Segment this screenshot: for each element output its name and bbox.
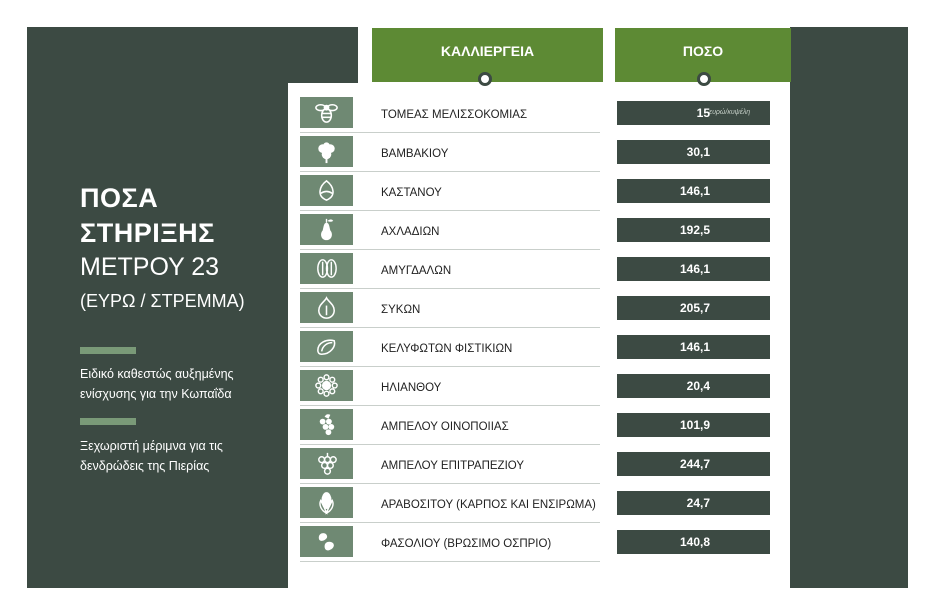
sunflower-icon bbox=[313, 372, 340, 399]
wine-grape-icon-box bbox=[300, 409, 353, 440]
crop-label: ΑΧΛΑΔΙΩΝ bbox=[381, 226, 440, 238]
table-row bbox=[0, 370, 940, 409]
header-amount: ΠΟΣΟ bbox=[615, 28, 791, 82]
almond-icon bbox=[313, 255, 340, 282]
crop-label: ΒΑΜΒΑΚΙΟΥ bbox=[381, 148, 449, 160]
amount-box bbox=[617, 335, 770, 359]
table-row bbox=[0, 175, 940, 214]
amount-box bbox=[617, 218, 770, 242]
row-divider bbox=[300, 444, 600, 445]
almond-icon-box bbox=[300, 253, 353, 284]
row-divider bbox=[300, 132, 600, 133]
crop-label: ΚΑΣΤΑΝΟΥ bbox=[381, 187, 442, 199]
fig-icon-box bbox=[300, 292, 353, 323]
crop-label: ΑΜΠΕΛΟΥ ΟΙΝΟΠΟΙΙΑΣ bbox=[381, 421, 509, 433]
amount-box bbox=[617, 179, 770, 203]
crop-label: ΚΕΛΥΦΩΤΩΝ ΦΙΣΤΙΚΙΩΝ bbox=[381, 343, 513, 355]
row-divider bbox=[300, 327, 600, 328]
header-crop: ΚΑΛΛΙΕΡΓΕΙΑ bbox=[372, 28, 603, 82]
corn-icon-box bbox=[300, 487, 353, 518]
amount-box bbox=[617, 140, 770, 164]
table-row bbox=[0, 409, 940, 448]
row-divider bbox=[300, 249, 600, 250]
pin-crop bbox=[478, 72, 492, 86]
amount-box bbox=[617, 101, 770, 125]
amount-value: 192,5 bbox=[679, 223, 710, 237]
crop-label: ΤΟΜΕΑΣ ΜΕΛΙΣΣΟΚΟΜΙΑΣ bbox=[381, 109, 528, 121]
chestnut-icon-box bbox=[300, 175, 353, 206]
title-line-2: ΣΤΗΡΙΞΗΣ bbox=[80, 218, 215, 248]
amount-box bbox=[617, 296, 770, 320]
title-line-1: ΠΟΣΑ bbox=[80, 183, 159, 213]
crop-label: ΑΜΥΓΔΑΛΩΝ bbox=[381, 265, 452, 277]
bean-icon-box bbox=[300, 526, 353, 557]
amount-value: 24,7 bbox=[686, 496, 710, 510]
amount-value: 205,7 bbox=[679, 301, 710, 315]
amount-box bbox=[617, 452, 770, 476]
pistachio-icon bbox=[313, 333, 340, 360]
chestnut-icon bbox=[313, 177, 340, 204]
table-row bbox=[0, 448, 940, 487]
table-row bbox=[0, 487, 940, 526]
pear-icon-box bbox=[300, 214, 353, 245]
amount-value: 146,1 bbox=[679, 184, 710, 198]
table-row bbox=[0, 253, 940, 292]
amount-box bbox=[617, 491, 770, 515]
sunflower-icon-box bbox=[300, 370, 353, 401]
bee-icon bbox=[313, 99, 340, 126]
amount-value: 146,1 bbox=[679, 340, 710, 354]
row-divider bbox=[300, 210, 600, 211]
pear-icon bbox=[313, 216, 340, 243]
fig-icon bbox=[313, 294, 340, 321]
crop-label: ΗΛΙΑΝΘΟΥ bbox=[381, 382, 442, 394]
row-divider bbox=[300, 171, 600, 172]
corn-icon bbox=[313, 489, 340, 516]
wine-grape-icon bbox=[313, 411, 340, 438]
crop-label: ΑΜΠΕΛΟΥ ΕΠΙΤΡΑΠΕΖΙΟΥ bbox=[381, 460, 525, 472]
note-kopaida: Ειδικό καθεστώς αυξημένης ενίσχυσης για την Κωπαΐδα bbox=[80, 367, 234, 401]
amount-value: 20,4 bbox=[686, 379, 710, 393]
crop-label: ΑΡΑΒΟΣΙΤΟΥ (ΚΑΡΠΟΣ ΚΑΙ ΕΝΣΙΡΩΜΑ) bbox=[381, 499, 596, 511]
bean-icon bbox=[313, 528, 340, 555]
row-divider bbox=[300, 483, 600, 484]
row-divider bbox=[300, 366, 600, 367]
row-divider bbox=[300, 522, 600, 523]
pin-amount bbox=[697, 72, 711, 86]
amount-box bbox=[617, 530, 770, 554]
amount-value: 30,1 bbox=[686, 145, 710, 159]
row-divider bbox=[300, 288, 600, 289]
amount-box bbox=[617, 413, 770, 437]
table-row bbox=[0, 526, 940, 565]
title-line-4: (ΕΥΡΩ / ΣΤΡΕΜΜΑ) bbox=[80, 291, 245, 311]
table-grape-icon-box bbox=[300, 448, 353, 479]
row-divider bbox=[300, 561, 600, 562]
title-line-3: ΜΕΤΡΟΥ 23 bbox=[80, 253, 220, 281]
amount-unit: ευρώ/κυψέλη bbox=[709, 109, 751, 116]
crop-label: ΣΥΚΩΝ bbox=[381, 304, 421, 316]
table-grape-icon bbox=[313, 450, 340, 477]
amount-value: 146,1 bbox=[679, 262, 710, 276]
crop-label: ΦΑΣΟΛΙΟΥ (ΒΡΩΣΙΜΟ ΟΣΠΡΙΟ) bbox=[381, 538, 552, 550]
amount-value: 15 bbox=[696, 106, 710, 120]
table-row bbox=[0, 97, 940, 136]
table-row bbox=[0, 136, 940, 175]
table-row bbox=[0, 292, 940, 331]
amount-value: 140,8 bbox=[679, 535, 710, 549]
table-row bbox=[0, 214, 940, 253]
amount-value: 101,9 bbox=[679, 418, 710, 432]
pistachio-icon-box bbox=[300, 331, 353, 362]
amount-box bbox=[617, 374, 770, 398]
table-row bbox=[0, 331, 940, 370]
row-divider bbox=[300, 405, 600, 406]
bee-icon-box bbox=[300, 97, 353, 128]
amount-value: 244,7 bbox=[679, 457, 710, 471]
cotton-icon bbox=[313, 138, 340, 165]
note-pieria: Ξεχωριστή μέριμνα για τις δενδρώδεις της Πιερίας bbox=[80, 439, 223, 473]
amount-box bbox=[617, 257, 770, 281]
cotton-icon-box bbox=[300, 136, 353, 167]
